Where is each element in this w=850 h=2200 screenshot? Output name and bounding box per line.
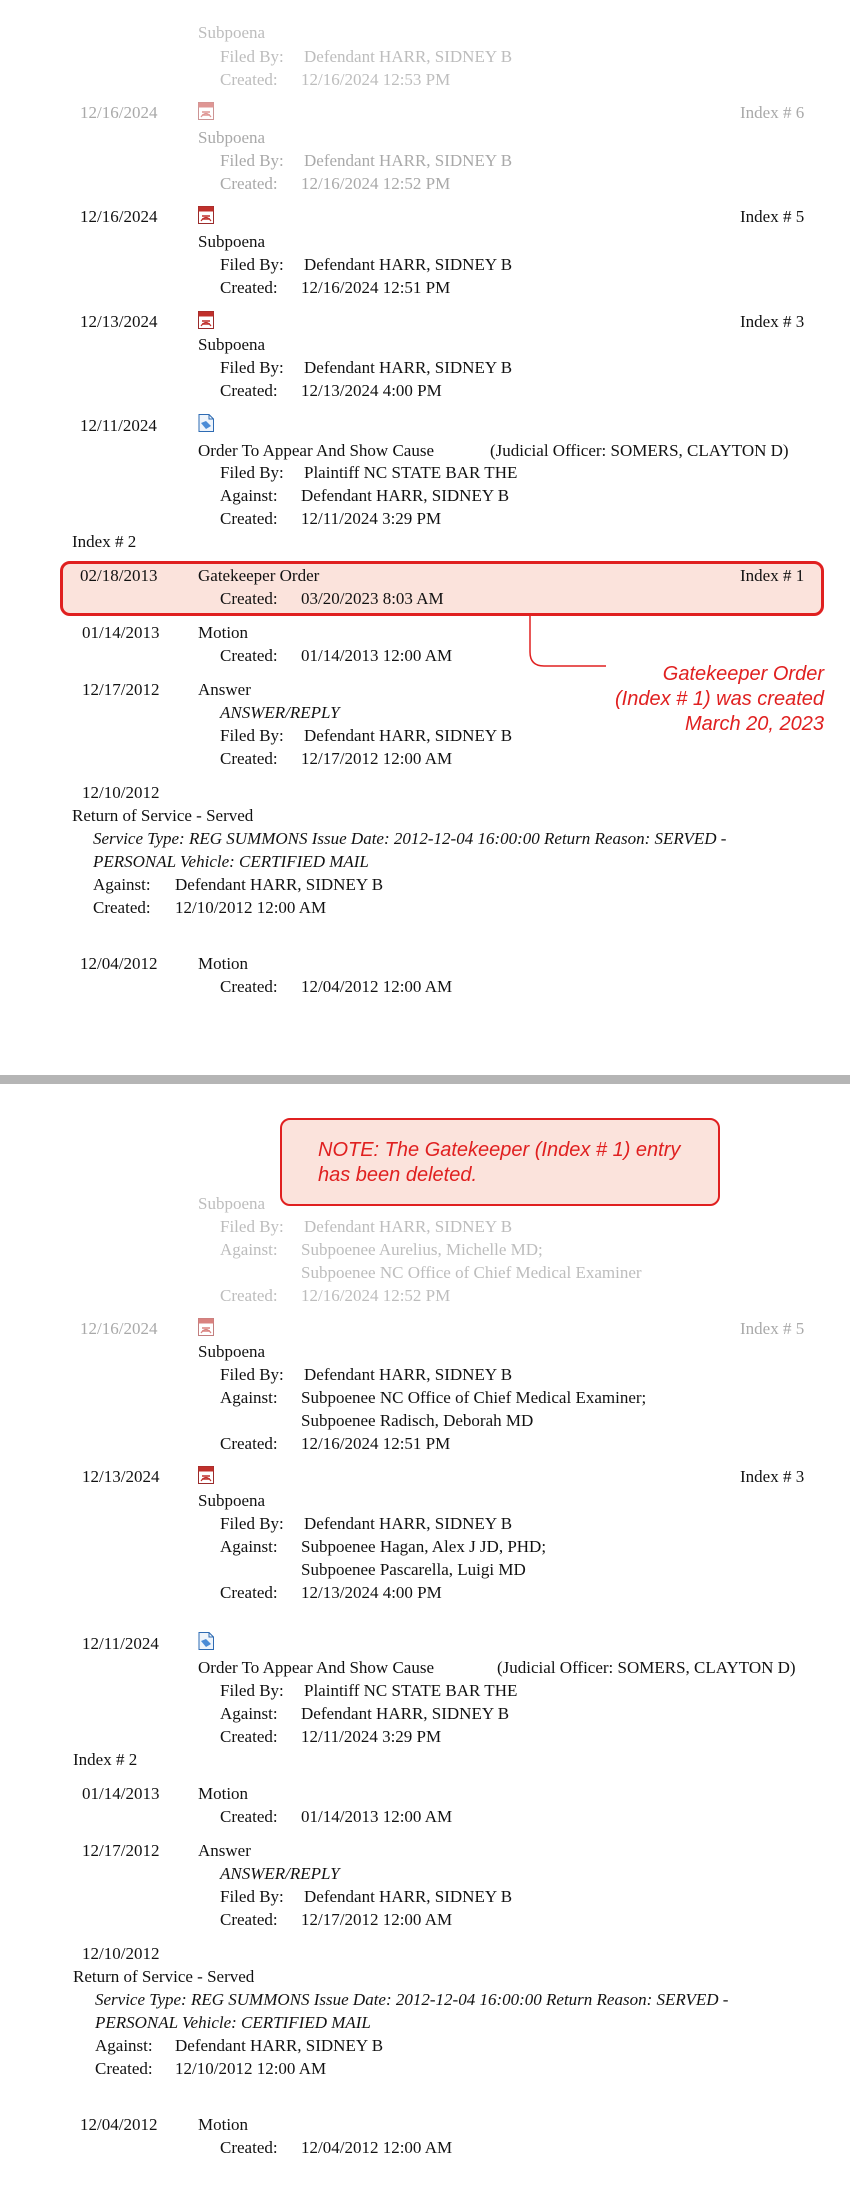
entry-subtitle: ANSWER/REPLY — [220, 703, 340, 722]
entry-title: Motion — [198, 954, 249, 973]
note-line: NOTE: The Gatekeeper (Index # 1) entry — [318, 1139, 681, 1161]
entry-title: Subpoena — [198, 1491, 266, 1510]
filed-by-label: Filed By: — [220, 1365, 284, 1384]
created-label: Created: — [220, 749, 278, 768]
filed-by-label: Filed By: — [220, 151, 284, 170]
callout-line: Gatekeeper Order — [662, 663, 824, 685]
created-label: Created: — [220, 70, 278, 89]
against-value: Subpoenee Pascarella, Luigi MD — [301, 1560, 526, 1579]
created-label: Created: — [220, 1807, 278, 1826]
created-label: Created: — [220, 589, 278, 608]
entry-title: Subpoena — [198, 23, 266, 42]
created-label: Created: — [93, 898, 151, 917]
entry-date: 12/10/2012 — [82, 1944, 160, 1963]
created-value: 12/10/2012 12:00 AM — [175, 2059, 327, 2078]
index-number: Index # 3 — [740, 1467, 805, 1486]
entry-title: Subpoena — [198, 1194, 266, 1213]
entry-date: 12/13/2024 — [80, 312, 158, 331]
created-value: 12/16/2024 12:53 PM — [301, 70, 451, 89]
created-value: 12/11/2024 3:29 PM — [301, 1727, 442, 1746]
entry-date: 12/16/2024 — [80, 103, 158, 122]
entry-title: Return of Service - Served — [73, 1967, 255, 1986]
created-value: 12/04/2012 12:00 AM — [301, 2138, 453, 2157]
filed-by-value: Defendant HARR, SIDNEY B — [304, 1887, 513, 1906]
callout-line: (Index # 1) was created — [615, 688, 824, 710]
created-label: Created: — [220, 1727, 278, 1746]
created-value: 12/16/2024 12:51 PM — [301, 278, 451, 297]
filed-by-label: Filed By: — [220, 463, 284, 482]
against-label: Against: — [220, 1388, 278, 1407]
filed-by-label: Filed By: — [220, 47, 284, 66]
entry-title: Answer — [198, 1841, 251, 1860]
index-number: Index # 1 — [740, 566, 805, 585]
filed-by-label: Filed By: — [220, 255, 284, 274]
entry-title: Motion — [198, 2115, 249, 2134]
index-number: Index # 3 — [740, 312, 805, 331]
filed-by-label: Filed By: — [220, 1887, 284, 1906]
filed-by-value: Plaintiff NC STATE BAR THE — [304, 463, 518, 482]
created-value: 12/17/2012 12:00 AM — [301, 1910, 453, 1929]
against-label: Against: — [220, 1240, 278, 1259]
created-value: 12/11/2024 3:29 PM — [301, 509, 442, 528]
created-label: Created: — [220, 174, 278, 193]
against-label: Against: — [220, 1704, 278, 1723]
against-value: Defendant HARR, SIDNEY B — [175, 2036, 384, 2055]
created-value: 03/20/2023 8:03 AM — [301, 589, 444, 608]
against-value: Subpoenee Radisch, Deborah MD — [301, 1411, 534, 1430]
pdf-document-icon[interactable] — [198, 206, 214, 224]
judicial-officer: (Judicial Officer: SOMERS, CLAYTON D) — [497, 1658, 796, 1677]
filed-by-value: Defendant HARR, SIDNEY B — [304, 1217, 513, 1236]
index-number: Index # 5 — [740, 207, 805, 226]
filed-by-label: Filed By: — [220, 1514, 284, 1533]
entry-title: Subpoena — [198, 1342, 266, 1361]
entry-date: 02/18/2013 — [80, 566, 158, 585]
created-label: Created: — [220, 509, 278, 528]
entry-date: 12/10/2012 — [82, 783, 160, 802]
service-detail: PERSONAL Vehicle: CERTIFIED MAIL — [95, 2013, 371, 2032]
pdf-document-icon[interactable] — [198, 311, 214, 329]
judicial-officer: (Judicial Officer: SOMERS, CLAYTON D) — [490, 441, 789, 460]
created-value: 12/13/2024 4:00 PM — [301, 1583, 442, 1602]
created-label: Created: — [220, 1910, 278, 1929]
service-detail: PERSONAL Vehicle: CERTIFIED MAIL — [93, 852, 369, 871]
entry-title: Motion — [198, 1784, 249, 1803]
document-icon[interactable] — [198, 1632, 214, 1650]
filed-by-label: Filed By: — [220, 358, 284, 377]
entry-date: 12/11/2024 — [82, 1634, 159, 1653]
created-value: 12/16/2024 12:52 PM — [301, 174, 451, 193]
pdf-document-icon[interactable] — [198, 1466, 214, 1484]
filed-by-value: Defendant HARR, SIDNEY B — [304, 255, 513, 274]
filed-by-label: Filed By: — [220, 1681, 284, 1700]
against-value: Subpoenee NC Office of Chief Medical Examiner; — [301, 1388, 647, 1407]
index-heading: Index # 2 — [72, 532, 137, 551]
entry-subtitle: ANSWER/REPLY — [220, 1864, 340, 1883]
entry-title: Subpoena — [198, 232, 266, 251]
against-value: Subpoenee Aurelius, Michelle MD; — [301, 1240, 543, 1259]
document-icon[interactable] — [198, 414, 214, 432]
created-label: Created: — [220, 1286, 278, 1305]
index-heading: Index # 2 — [73, 1750, 138, 1769]
filed-by-value: Defendant HARR, SIDNEY B — [304, 47, 513, 66]
note-line: has been deleted. — [318, 1164, 478, 1186]
created-label: Created: — [220, 1583, 278, 1602]
section-divider — [0, 1075, 850, 1084]
created-value: 01/14/2013 12:00 AM — [301, 1807, 453, 1826]
index-number: Index # 5 — [740, 1319, 805, 1338]
against-value: Defendant HARR, SIDNEY B — [175, 875, 384, 894]
index-number: Index # 6 — [740, 103, 805, 122]
created-value: 01/14/2013 12:00 AM — [301, 646, 453, 665]
created-label: Created: — [95, 2059, 153, 2078]
against-label: Against: — [93, 875, 151, 894]
callout-line: March 20, 2023 — [685, 713, 824, 735]
against-value: Subpoenee NC Office of Chief Medical Examiner — [301, 1263, 642, 1282]
entry-date: 12/16/2024 — [80, 207, 158, 226]
entry-title: Return of Service - Served — [72, 806, 254, 825]
service-detail: Service Type: REG SUMMONS Issue Date: 2012-12-04 16:00:00 Return Reason: SERVED - — [95, 1990, 729, 2009]
created-label: Created: — [220, 278, 278, 297]
entry-date: 12/17/2012 — [82, 680, 160, 699]
deletion-note — [280, 1118, 720, 1206]
filed-by-value: Defendant HARR, SIDNEY B — [304, 1514, 513, 1533]
entry-title: Subpoena — [198, 335, 266, 354]
created-label: Created: — [220, 977, 278, 996]
filed-by-value: Plaintiff NC STATE BAR THE — [304, 1681, 518, 1700]
entry-title: Motion — [198, 623, 249, 642]
entry-date: 12/04/2012 — [80, 2115, 158, 2134]
entry-date: 12/16/2024 — [80, 1319, 158, 1338]
created-label: Created: — [220, 646, 278, 665]
against-label: Against: — [95, 2036, 153, 2055]
filed-by-value: Defendant HARR, SIDNEY B — [304, 1365, 513, 1384]
service-detail: Service Type: REG SUMMONS Issue Date: 2012-12-04 16:00:00 Return Reason: SERVED - — [93, 829, 727, 848]
gatekeeper-callout — [596, 662, 824, 737]
pdf-document-icon[interactable] — [198, 1318, 214, 1336]
entry-title: Subpoena — [198, 128, 266, 147]
filed-by-label: Filed By: — [220, 1217, 284, 1236]
entry-date: 01/14/2013 — [82, 1784, 160, 1803]
entry-date: 01/14/2013 — [82, 623, 160, 642]
entry-title: Order To Appear And Show Cause — [198, 441, 434, 460]
filed-by-value: Defendant HARR, SIDNEY B — [304, 726, 513, 745]
entry-title: Order To Appear And Show Cause — [198, 1658, 434, 1677]
entry-date: 12/17/2012 — [82, 1841, 160, 1860]
created-label: Created: — [220, 1434, 278, 1453]
created-value: 12/04/2012 12:00 AM — [301, 977, 453, 996]
created-value: 12/17/2012 12:00 AM — [301, 749, 453, 768]
filed-by-label: Filed By: — [220, 726, 284, 745]
entry-date: 12/04/2012 — [80, 954, 158, 973]
created-value: 12/16/2024 12:52 PM — [301, 1286, 451, 1305]
entry-date: 12/11/2024 — [80, 416, 157, 435]
created-value: 12/13/2024 4:00 PM — [301, 381, 442, 400]
filed-by-value: Defendant HARR, SIDNEY B — [304, 151, 513, 170]
entry-date: 12/13/2024 — [82, 1467, 160, 1486]
against-value: Defendant HARR, SIDNEY B — [301, 1704, 510, 1723]
entry-title: Answer — [198, 680, 251, 699]
against-value: Subpoenee Hagan, Alex J JD, PHD; — [301, 1537, 547, 1556]
entry-title: Gatekeeper Order — [198, 566, 320, 585]
created-label: Created: — [220, 381, 278, 400]
created-label: Created: — [220, 2138, 278, 2157]
filed-by-value: Defendant HARR, SIDNEY B — [304, 358, 513, 377]
against-label: Against: — [220, 1537, 278, 1556]
created-value: 12/10/2012 12:00 AM — [175, 898, 327, 917]
against-value: Defendant HARR, SIDNEY B — [301, 486, 510, 505]
created-value: 12/16/2024 12:51 PM — [301, 1434, 451, 1453]
against-label: Against: — [220, 486, 278, 505]
pdf-document-icon[interactable] — [198, 102, 214, 120]
